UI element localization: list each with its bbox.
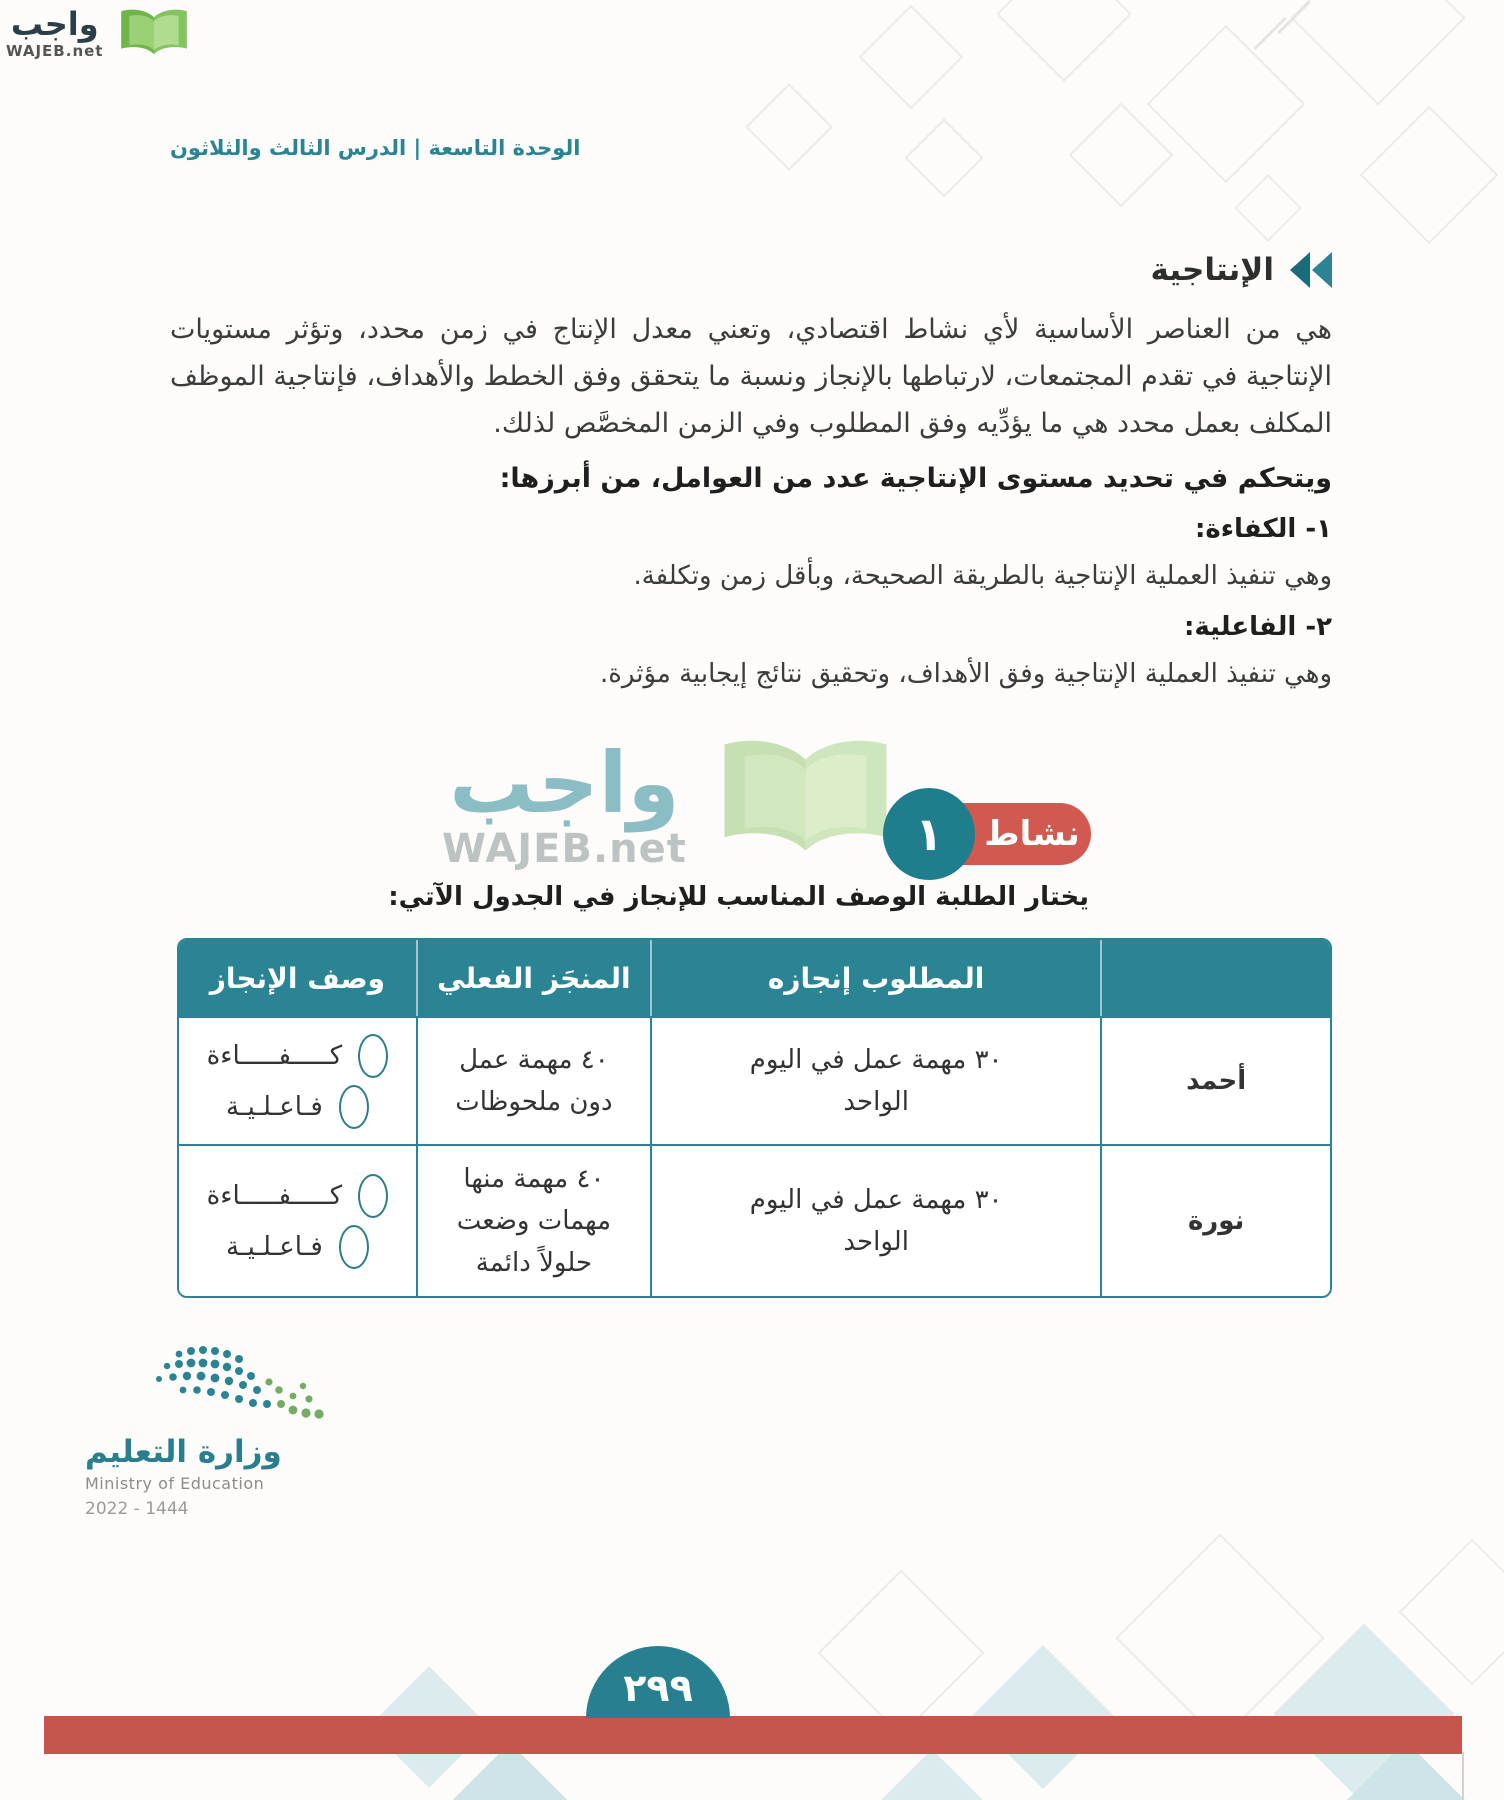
efficiency-label: كـــــفـــــاءة: [206, 1180, 343, 1211]
cell-name: نورة: [1100, 1144, 1330, 1296]
page-number: ٢٩٩: [623, 1666, 693, 1710]
watermark-name: واجب: [449, 733, 680, 832]
ministry-name-ar: وزارة التعليم: [85, 1434, 282, 1470]
footer-bar: [44, 1716, 1462, 1754]
efficiency-checkbox[interactable]: [358, 1034, 388, 1078]
efficiency-checkbox[interactable]: [358, 1174, 388, 1218]
activity-label: نشاط: [984, 814, 1080, 854]
deco-diamond: [859, 5, 964, 110]
watermark-book-icon: [703, 736, 908, 875]
body-text: [170, 306, 1332, 698]
activity-instruction: يختار الطلبة الوصف المناسب للإنجاز في الجدول الآتي:: [388, 882, 1089, 912]
cell-description: [179, 1016, 416, 1144]
factors-intro: ويتحكم في تحديد مستوى الإنتاجية عدد من العوامل، من أبرزها:: [499, 463, 1332, 494]
wajeb-logo-site: WAJEB.net: [6, 42, 104, 60]
section-title: الإنتاجية: [1150, 252, 1274, 288]
edition-year: 2022 - 1444: [85, 1499, 189, 1519]
deco-diamond: [904, 118, 983, 197]
cell-description: [179, 1144, 416, 1296]
option-row: [189, 1225, 406, 1269]
cell-required: ٣٠ مهمة عمل في اليوم الواحد: [650, 1144, 1100, 1296]
effectiveness-checkbox[interactable]: [339, 1225, 369, 1269]
lesson-breadcrumb: الوحدة التاسعة | الدرس الثالث والثلاثون: [170, 136, 581, 160]
deco-tick: [1253, 17, 1286, 50]
cell-actual: ٤٠ مهمة عمل دون ملحوظات: [416, 1016, 650, 1144]
effectiveness-label: فـاعـلـيـة: [226, 1231, 323, 1262]
efficiency-label: كـــــفـــــاءة: [206, 1040, 343, 1071]
cell-required: ٣٠ مهمة عمل في اليوم الواحد: [650, 1016, 1100, 1144]
header-name: [1100, 940, 1330, 1016]
watermark-site: WAJEB.net: [442, 825, 687, 872]
deco-diamond: [818, 1570, 985, 1737]
section-head: [1151, 252, 1332, 288]
wajeb-logo-name: واجب: [10, 5, 99, 43]
deco-diamond: [745, 83, 833, 171]
factor-2-text: وهي تنفيذ العملية الإنتاجية وفق الأهداف، وتحقيق نتائج إيجابية مؤثرة.: [599, 659, 1332, 689]
ministry-name-en: Ministry of Education: [85, 1474, 265, 1493]
wajeb-book-icon: [113, 6, 195, 68]
ministry-logo-icon: [143, 1342, 345, 1432]
wajeb-logo: [6, 6, 195, 68]
wajeb-watermark: [442, 733, 908, 875]
deco-edge-line: [1462, 1752, 1464, 1800]
table-header-row: [179, 940, 1330, 1016]
table-row: [179, 1016, 1330, 1144]
table-row: [179, 1144, 1330, 1296]
deco-diamond: [881, 1749, 983, 1800]
cell-actual: ٤٠ مهمة منها مهمات وضعت حلولاً دائمة: [416, 1144, 650, 1296]
header-actual: المنجَز الفعلي: [416, 940, 650, 1016]
deco-diamond: [1360, 106, 1499, 245]
cell-name: أحمد: [1100, 1016, 1330, 1144]
deco-diamond: [1147, 25, 1305, 183]
deco-diamond: [1398, 1538, 1504, 1685]
deco-diamond: [1234, 174, 1302, 242]
effectiveness-checkbox[interactable]: [339, 1085, 369, 1129]
activity-number-circle: [883, 788, 975, 880]
page-number-badge: [586, 1646, 730, 1718]
ministry-logo: [85, 1342, 345, 1519]
intro-paragraph: هي من العناصر الأساسية لأي نشاط اقتصادي، وتعني معدل الإنتاج في زمن محدد، وتؤثر مستويات الإنتاجية في تقدم المجتمعات، لارتباطها بالإنجاز ونسبة ما يتحقق وفق الخطط والأهداف، فإنتاجية الموظف المكلف بعمل محدد هي ما يؤدِّيه وفق المطلوب وفي الزمن المخصَّص لذلك.: [170, 314, 1332, 439]
option-row: [189, 1174, 406, 1218]
option-row: [189, 1085, 406, 1129]
section-chevron-icon: [1288, 252, 1332, 288]
option-row: [189, 1034, 406, 1078]
activity-number: ١: [914, 807, 944, 861]
header-required: المطلوب إنجازه: [650, 940, 1100, 1016]
effectiveness-label: فـاعـلـيـة: [226, 1091, 323, 1122]
deco-diamond: [1069, 103, 1174, 208]
deco-diamond: [1290, 0, 1465, 106]
deco-diamond: [996, 0, 1132, 82]
header-description: وصف الإنجاز: [179, 940, 416, 1016]
factor-2-title: ٢- الفاعلية:: [1183, 612, 1332, 642]
activity-badge: [883, 788, 1091, 880]
factor-1-text: وهي تنفيذ العملية الإنتاجية بالطريقة الصحيحة، وبأقل زمن وتكلفة.: [633, 561, 1332, 591]
factor-1-title: ١- الكفاءة:: [1194, 514, 1332, 544]
activity-table: [177, 938, 1332, 1298]
